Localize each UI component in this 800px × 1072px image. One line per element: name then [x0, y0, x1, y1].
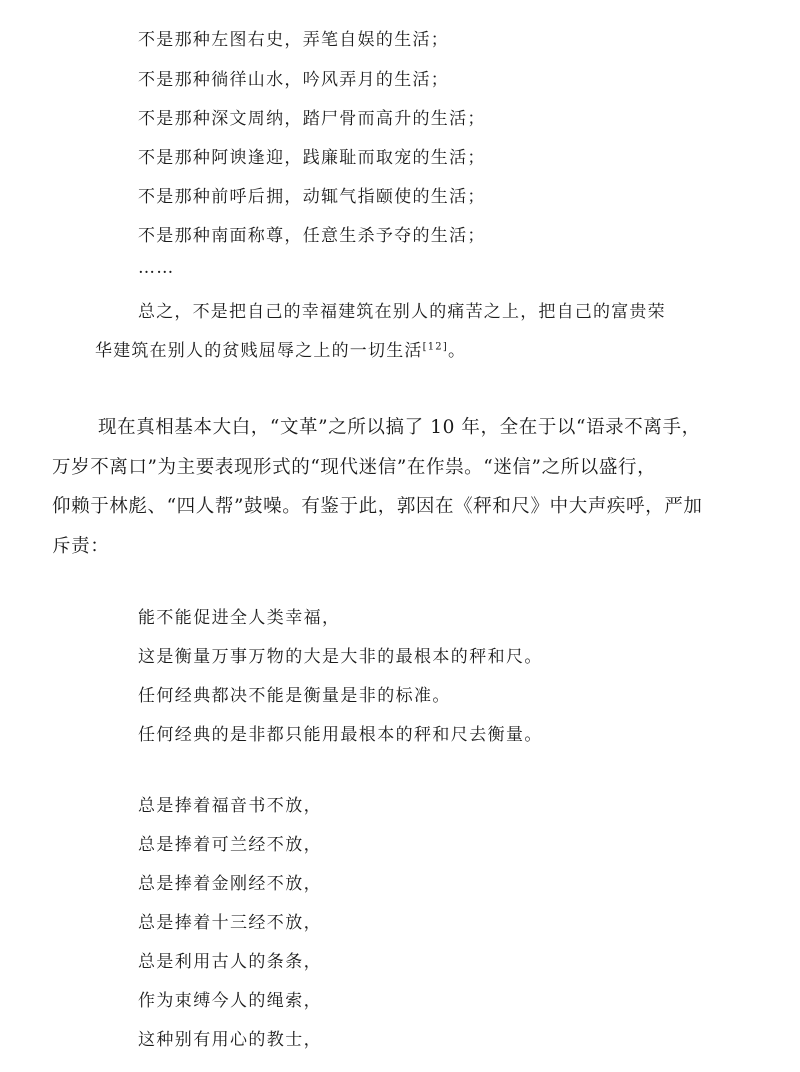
quote-poem-line: 不是那种左图右史，弄笔自娱的生活； — [138, 30, 450, 50]
poem-line: 总是捧着福音书不放， — [138, 796, 322, 816]
poem-line: 能不能促进全人类幸福， — [138, 608, 341, 628]
quote-summary-line-2 — [95, 341, 466, 361]
quote-poem-line: 不是那种深文周纳，踏尸骨而高升的生活； — [138, 109, 486, 129]
poem-line: 总是利用古人的条条， — [138, 952, 322, 972]
poem-line: 总是捧着金刚经不放， — [138, 874, 322, 894]
body-line: 斥责： — [52, 536, 110, 557]
quote-summary-text: 华建筑在别人的贫贱屈辱之上的一切生活 — [95, 341, 423, 361]
poem-line: 总是捧着十三经不放， — [138, 913, 322, 933]
quote-poem-line: 不是那种前呼后拥，动辄气指颐使的生活； — [138, 187, 486, 207]
body-line: 现在真相基本大白，“文革”之所以搞了 10 年，全在于以“语录不离手， — [98, 417, 701, 438]
quote-poem-line: 不是那种阿谀逢迎，践廉耻而取宠的生活； — [138, 148, 486, 168]
poem-line: 任何经典的是非都只能用最根本的秤和尺去衡量。 — [138, 725, 543, 745]
poem-line: 这是衡量万事万物的大是大非的最根本的秤和尺。 — [138, 647, 543, 667]
poem-line: 任何经典都决不能是衡量是非的标准。 — [138, 686, 451, 706]
body-line: 万岁不离口”为主要表现形式的“现代迷信”在作祟。“迷信”之所以盛行， — [52, 457, 657, 478]
poem-line: 作为束缚今人的绳索， — [138, 991, 322, 1011]
quote-summary-line-1: 总之，不是把自己的幸福建筑在别人的痛苦之上，把自己的富贵荣 — [138, 302, 666, 322]
quote-poem-line: 不是那种徜徉山水，吟风弄月的生活； — [138, 70, 450, 90]
quote-poem-line: 不是那种南面称尊，任意生杀予夺的生活； — [138, 226, 486, 246]
quote-summary-end: 。 — [447, 341, 467, 361]
footnote-ref: [12] — [422, 341, 448, 353]
poem-line: 这种别有用心的教士， — [138, 1030, 322, 1050]
poem-line: 总是捧着可兰经不放， — [138, 835, 322, 855]
body-line: 仰赖于林彪、“四人帮”鼓噪。有鉴于此，郭因在《秤和尺》中大声疾呼，严加 — [52, 496, 703, 517]
quote-ellipsis: …… — [138, 258, 175, 278]
